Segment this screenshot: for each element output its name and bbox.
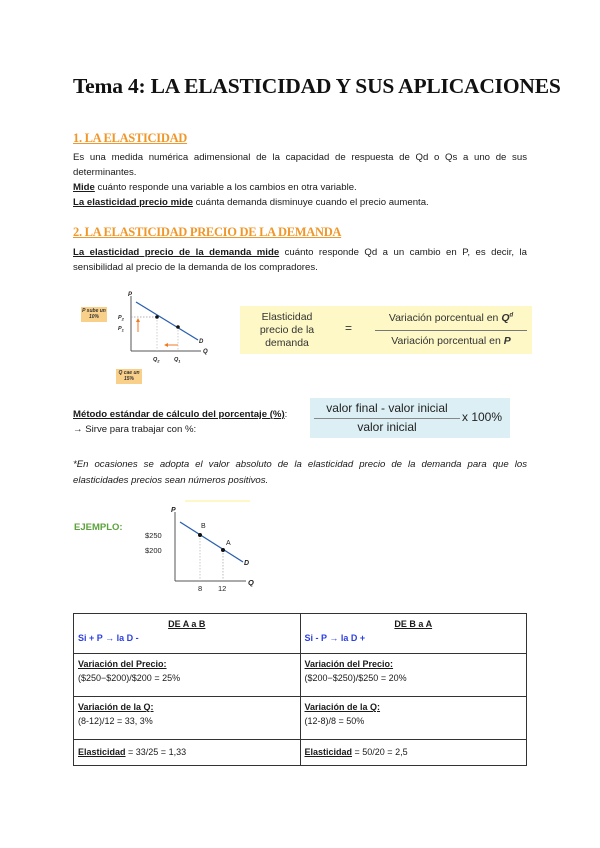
pct-fraction-bar — [314, 418, 460, 419]
rule-a-to-b: Si + P → la D - — [78, 633, 139, 643]
mide-line — [73, 180, 527, 195]
svg-text:D: D — [244, 560, 250, 567]
metodo-label: Método estándar de cálculo del porcentaje (%) — [73, 409, 285, 420]
pct-denominator: valor inicial — [357, 420, 417, 434]
precio-label-a-to-b: Variación del Precio: — [78, 659, 167, 669]
demand-graph-1 — [76, 286, 226, 388]
pct-multiplier: x 100% — [462, 410, 503, 424]
section-1-paragraph: Es una medida numérica adimensional de la capacidad de respuesta de Qd o Qs a uno de sus determinantes. — [73, 152, 527, 178]
sirve-line: → Sirve para trabajar con %: — [73, 424, 197, 435]
svg-text:Q: Q — [203, 349, 208, 355]
formula-fraction-bar — [375, 330, 527, 331]
col-header-a-to-b: DE A a B — [168, 619, 206, 629]
table-cell — [300, 740, 527, 766]
svg-text:P1: $P_1$ — [118, 326, 124, 333]
elasticity-formula — [240, 306, 532, 354]
percentage-formula — [310, 398, 510, 438]
price-rise-tag: P sube un 10% — [82, 308, 106, 320]
mide-label: Mide — [73, 182, 95, 193]
table-cell — [300, 697, 527, 740]
precio-calc-b-to-a: ($200−$250)/$250 = 20% — [304, 673, 407, 683]
section-2-heading: 2. LA ELASTICIDAD PRECIO DE LA DEMANDA — [73, 225, 342, 239]
table-cell — [74, 740, 301, 766]
svg-text:Q1: $Q_1$ — [174, 357, 181, 364]
svg-text:$200: $200 — [145, 546, 162, 555]
svg-text:P: P — [128, 292, 133, 298]
mide-text: cuánto responde una variable a los cambios en otra variable. — [94, 182, 357, 193]
rule-b-to-a: Si - P → la D + — [304, 633, 366, 643]
definition-label: La elasticidad precio de la demanda mide — [73, 247, 280, 258]
table-row-cantidad — [74, 697, 527, 740]
precio-text: cuánta demanda disminuye cuando el precio aumenta. — [192, 197, 429, 208]
svg-text:Q2: $Q_2$ — [153, 357, 160, 364]
elas-calc-b-to-a: = 50/20 = 2,5 — [352, 747, 408, 757]
svg-text:Q: Q — [248, 578, 254, 587]
quantity-drop-tag: Q cae un 15% — [116, 369, 142, 384]
section-1-heading: 1. LA ELASTICIDAD — [73, 131, 188, 145]
table-row-precio — [74, 654, 527, 697]
table-row-elasticidad — [74, 740, 527, 766]
svg-text:P2: $P_2$ — [118, 315, 124, 322]
page-title: Tema 4: LA ELASTICIDAD Y SUS APLICACIONES — [73, 74, 561, 98]
svg-text:P: P — [171, 507, 176, 514]
section-2-definition — [73, 245, 527, 275]
ejemplo-label: EJEMPLO: — [74, 522, 123, 533]
precio-calc-a-to-b: ($250−$200)/$200 = 25% — [78, 673, 181, 683]
absolute-value-note: *En ocasiones se adopta el valor absoluto de la elasticidad precio de la demanda para que los elasticidades precios sean números positivos. — [73, 459, 527, 486]
table-cell — [74, 697, 301, 740]
elasticity-example-table — [73, 613, 527, 766]
formula-equals: = — [345, 321, 353, 335]
svg-text:D: D — [199, 339, 204, 345]
metodo-line: Método estándar de cálculo del porcentaje (%): — [73, 409, 288, 420]
definition-text: cuánto responde Qd a un cambio en P, es decir, la sensibilidad al precio de la demanda de los compradores. — [73, 247, 527, 273]
svg-text:8: 8 — [198, 584, 203, 592]
pct-numerator: valor final - valor inicial — [326, 401, 448, 415]
elas-label-a-to-b: Elasticidad — [78, 747, 126, 757]
svg-text:$250: $250 — [145, 531, 162, 540]
svg-text:A: A — [226, 540, 231, 547]
formula-numerator: Variación porcentual en $Q^d$ — [388, 312, 514, 324]
example-demand-chart — [140, 500, 270, 592]
q-label-b-to-a: Variación de la Q: — [304, 702, 381, 712]
precio-label-b-to-a: Variación del Precio: — [304, 659, 394, 669]
table-cell — [300, 654, 527, 697]
q-calc-a-to-b: (8-12)/12 = 33, 3% — [78, 716, 153, 726]
q-label-a-to-b: Variación de la Q: — [78, 702, 154, 712]
formula-denominator: Variación porcentual en P — [391, 335, 511, 347]
svg-text:12: 12 — [218, 584, 227, 592]
precio-label: La elasticidad precio mide — [73, 197, 193, 208]
col-header-b-to-a: DE B a A — [394, 619, 433, 629]
table-row-header — [74, 614, 527, 654]
svg-text:B: B — [201, 523, 206, 530]
elas-calc-a-to-b: = 33/25 = 1,33 — [125, 747, 187, 757]
table-cell — [74, 654, 301, 697]
table-cell-b-to-a-header — [300, 614, 527, 654]
table-cell-a-to-b-header — [74, 614, 301, 654]
q-calc-b-to-a: (12-8)/8 = 50% — [304, 716, 365, 726]
elas-label-b-to-a: Elasticidad — [304, 747, 353, 757]
demand-curve-chart — [76, 286, 226, 388]
formula-lhs: Elasticidad precio de la demanda — [259, 311, 315, 349]
demand-graph-2 — [140, 500, 270, 592]
precio-line — [73, 195, 527, 210]
